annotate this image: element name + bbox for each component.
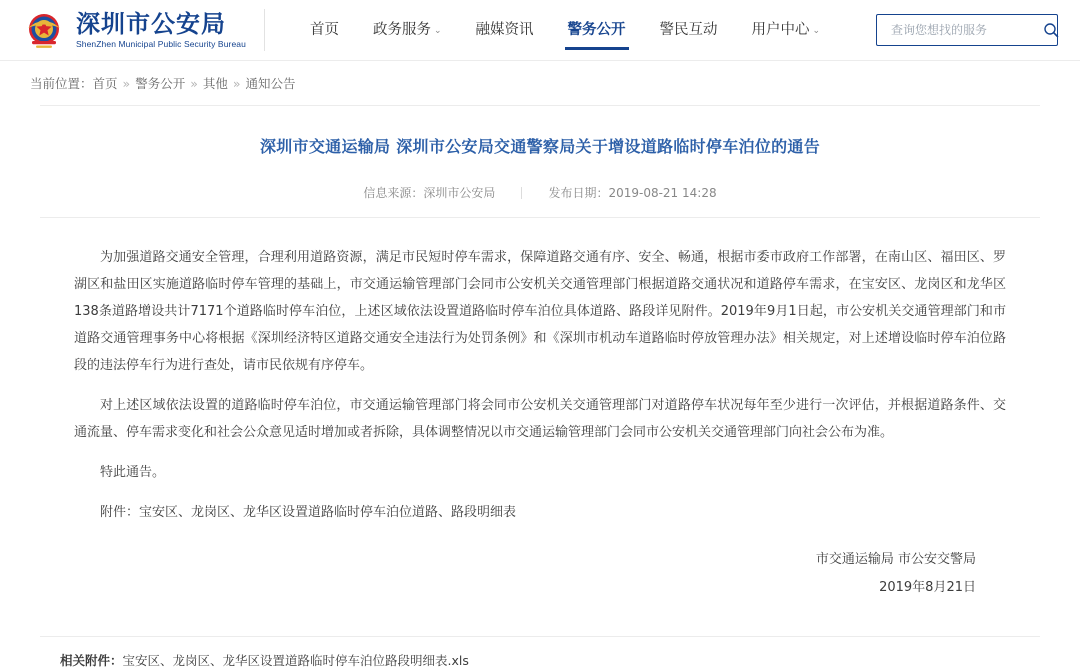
attachment-file-link[interactable]: 宝安区、龙岗区、龙华区设置道路临时停车泊位路段明细表.xls <box>122 653 469 668</box>
article-source-value: 深圳市公安局 <box>423 186 496 200</box>
breadcrumb-label: 当前位置： <box>30 76 93 91</box>
breadcrumb-separator: » <box>232 75 241 91</box>
breadcrumb-separator: » <box>190 75 198 91</box>
nav-item-news[interactable] <box>459 0 551 60</box>
attachment-label: 相关附件： <box>60 653 123 668</box>
search-icon[interactable] <box>1043 22 1059 38</box>
article-meta <box>40 184 1040 201</box>
attachment-section <box>40 636 1040 669</box>
breadcrumb <box>0 60 1080 105</box>
nav-item-services[interactable] <box>356 0 459 60</box>
nav-item-police-affairs[interactable] <box>551 0 643 60</box>
main-nav <box>293 0 837 60</box>
article-body <box>40 218 1040 602</box>
nav-item-home[interactable] <box>293 0 356 60</box>
article-source-label: 信息来源： <box>363 186 424 200</box>
article <box>40 105 1040 602</box>
article-signature <box>74 546 1006 602</box>
nav-item-interaction[interactable] <box>643 0 735 60</box>
nav-label: 用户中心 <box>751 22 810 38</box>
nav-label: 警务公开 <box>567 22 626 38</box>
nav-item-user-center[interactable] <box>735 0 838 60</box>
brand-text <box>76 9 265 51</box>
signature-date: 2019年8月21日 <box>879 580 976 595</box>
article-paragraph: 特此通告。 <box>100 465 166 480</box>
chevron-down-icon: ⌄ <box>812 26 821 36</box>
brand-title-en: ShenZhen Municipal Public Security Bureau <box>76 38 246 49</box>
article-date <box>522 184 742 201</box>
site-brand[interactable] <box>22 8 265 52</box>
nav-label: 警民互动 <box>659 22 718 38</box>
article-source <box>337 184 521 201</box>
article-paragraph: 对上述区域依法设置的道路临时停车泊位，市交通运输管理部门将会同市公安机关交通管理部门对道路停车状况每年至少进行一次评估，并根据道路条件、交通流量、停车需求变化和社会公众意见适时增加或者拆除，具体调整情况以市交通运输管理部门会同市公安机关交通管理部门向社会公布为准。 <box>74 398 1006 440</box>
article-date-value: 2019-08-21 14:28 <box>608 186 717 200</box>
breadcrumb-item-home[interactable]: 首页 <box>92 76 118 91</box>
article-paragraph: 为加强道路交通安全管理，合理利用道路资源，满足市民短时停车需求，保障道路交通有序、安全、畅通，根据市委市政府工作部署，在南山区、福田区、罗湖区和盐田区实施道路临时停车管理的基础上，市交通运输管理部门会同市公安机关交通管理部门根据道路交通状况和道路停车需求，在宝安区、龙岗区和龙华区138条道路增设共计7171个道路临时停车泊位，上述区域依法设置道路临时停车泊位具体道路、路段详见附件。2019年9月1日起，市公安机关交通管理部门和市道路交通管理事务中心将根据《深圳经济特区道路交通安全违法行为处罚条例》和《深圳市机动车道路临时停放管理办法》相关规定，对上述增设临时停车泊位路段的违法停车行为进行查处，请市民依规有序停车。 <box>74 250 1006 373</box>
site-header <box>0 0 1080 60</box>
page-title: 深圳市交通运输局 深圳市公安局交通警察局关于增设道路临时停车泊位的通告 <box>259 137 821 156</box>
breadcrumb-item-police-affairs[interactable]: 警务公开 <box>135 76 186 91</box>
breadcrumb-item-other[interactable]: 其他 <box>202 76 228 91</box>
chevron-down-icon: ⌄ <box>433 26 442 36</box>
breadcrumb-item-announcements[interactable]: 通知公告 <box>245 76 296 91</box>
nav-label: 政务服务 <box>372 22 431 38</box>
nav-label: 首页 <box>309 22 339 38</box>
breadcrumb-separator: » <box>122 75 131 91</box>
nav-label: 融媒资讯 <box>475 22 534 38</box>
search-box[interactable] <box>876 14 1058 46</box>
signature-org: 市交通运输局 市公安交警局 <box>815 552 976 567</box>
article-date-label: 发布日期： <box>548 186 609 200</box>
article-attachment-note: 附件：宝安区、龙岗区、龙华区设置道路临时停车泊位道路、路段明细表 <box>100 505 517 520</box>
police-emblem-icon <box>22 8 66 52</box>
search-input[interactable] <box>889 22 1043 38</box>
brand-title-cn: 深圳市公安局 <box>76 9 226 38</box>
